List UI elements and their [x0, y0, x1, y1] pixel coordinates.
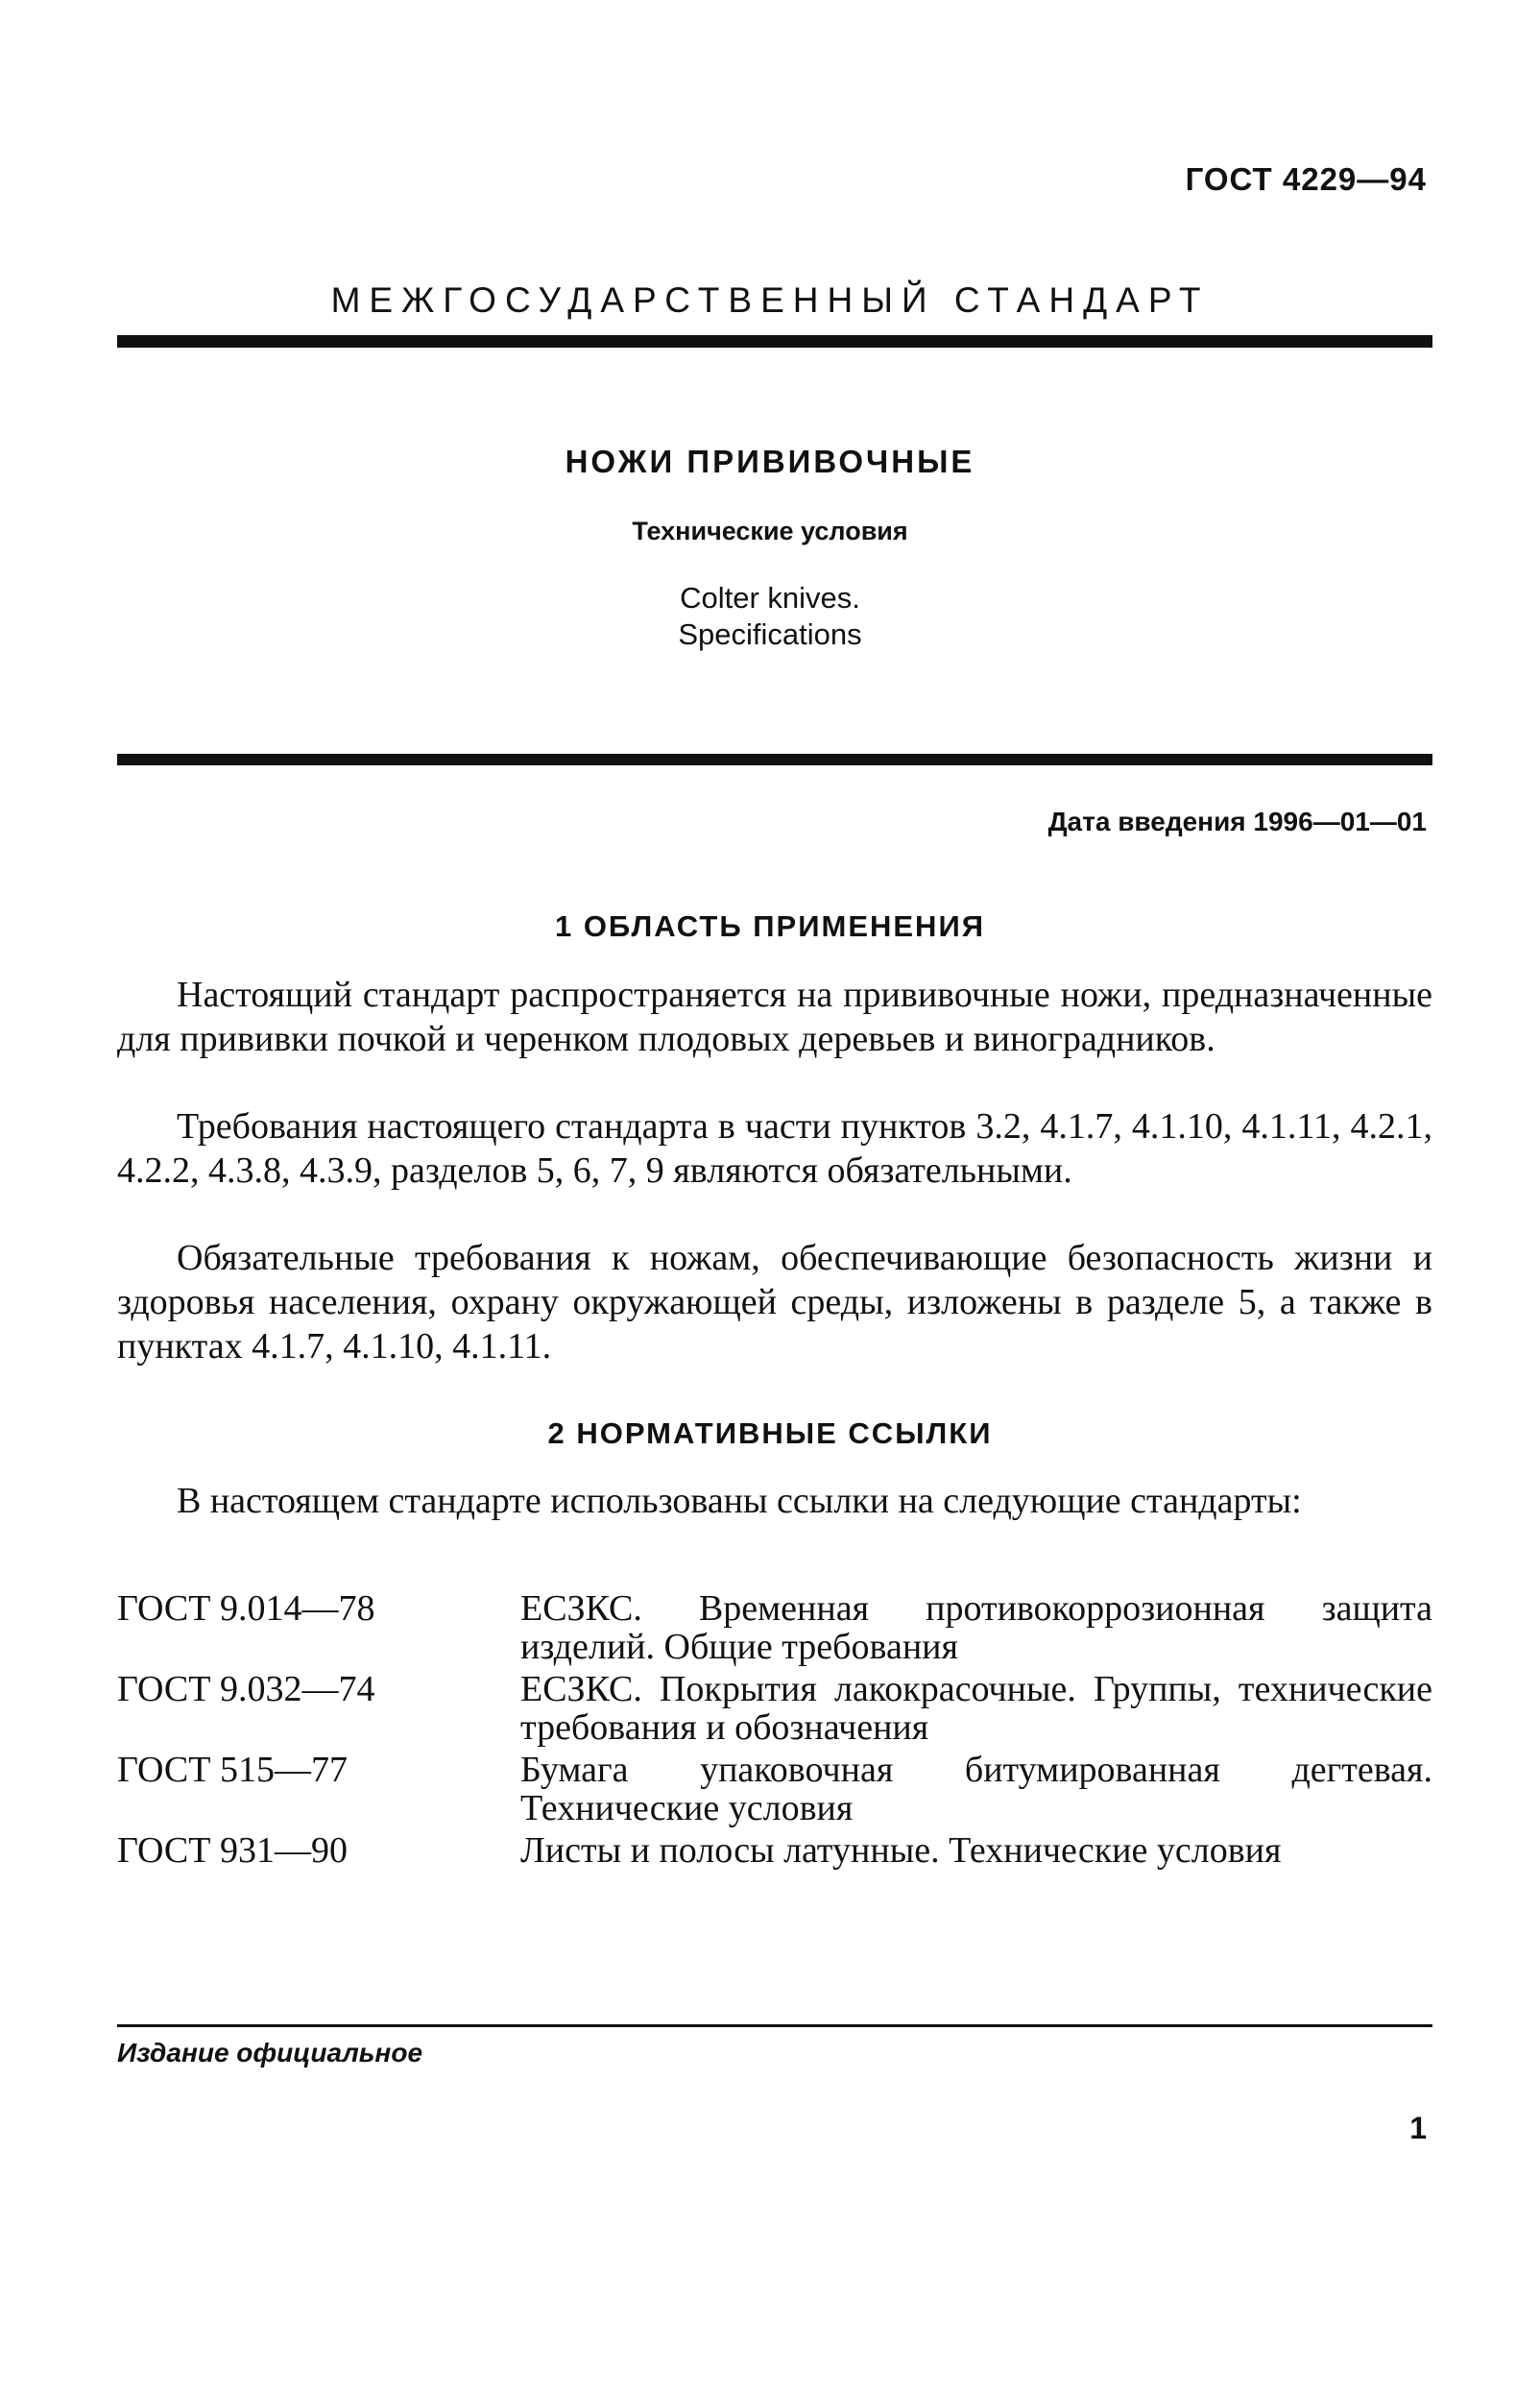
- document-subtitle: Технические условия: [632, 517, 908, 545]
- reference-code: ГОСТ 9.032—74: [117, 1669, 375, 1709]
- scope-paragraph-1: Настоящий стандарт распространяется на прививочные ножи, предназначенные для прививки почкой и черенком плодовых деревьев и виноградников.: [117, 975, 1432, 1059]
- english-title-line-2: Specifications: [678, 617, 862, 651]
- top-rule: [117, 335, 1432, 348]
- scope-paragraph-2: Требования настоящего стандарта в части пунктов 3.2, 4.1.7, 4.1.10, 4.1.11, 4.2.1, 4.2.2, 4.3.8, 4.3.9, разделов 5, 6, 7, 9 являются обязательными.: [117, 1106, 1432, 1191]
- standard-type: МЕЖГОСУДАРСТВЕННЫЙ СТАНДАРТ: [330, 280, 1210, 320]
- reference-code: ГОСТ 931—90: [117, 1830, 348, 1871]
- reference-row: [117, 1589, 1432, 1666]
- reference-row: [117, 1670, 1432, 1747]
- edition-note: Издание официальное: [117, 2038, 423, 2068]
- section-heading-scope: 1 ОБЛАСТЬ ПРИМЕНЕНИЯ: [554, 909, 986, 943]
- reference-row: [117, 1751, 1432, 1827]
- reference-description: ЕСЗКС. Покрытия лакокрасочные. Группы, технические требования и обозначения: [520, 1669, 1432, 1748]
- reference-description: Листы и полосы латунные. Технические условия: [520, 1830, 1282, 1871]
- references-intro: В настоящем стандарте использованы ссылки на следующие стандарты:: [177, 1481, 1302, 1521]
- reference-code: ГОСТ 9.014—78: [117, 1588, 375, 1629]
- document-title: НОЖИ ПРИВИВОЧНЫЕ: [565, 444, 975, 479]
- reference-code: ГОСТ 515—77: [117, 1750, 348, 1790]
- scope-paragraph-3: Обязательные требования к ножам, обеспечивающие безопасность жизни и здоровья населения, охрану окружающей среды, изложены в разделе 5, а также в пунктах 4.1.7, 4.1.10, 4.1.11.: [117, 1238, 1432, 1366]
- page-number: 1: [1409, 2111, 1427, 2145]
- reference-description: Бумага упаковочная битумированная дегтевая. Технические условия: [520, 1750, 1432, 1828]
- middle-rule: [117, 754, 1432, 765]
- section-heading-references: 2 НОРМАТИВНЫЕ ССЫЛКИ: [547, 1416, 993, 1450]
- document-number: ГОСТ 4229—94: [1185, 161, 1427, 197]
- english-title: [0, 580, 1540, 653]
- english-title-line-1: Colter knives.: [680, 581, 860, 615]
- reference-list: [117, 1589, 1432, 1874]
- reference-row: [117, 1831, 1432, 1870]
- introduction-date: Дата введения 1996—01—01: [1047, 807, 1427, 836]
- footer-rule: [117, 2024, 1432, 2027]
- reference-description: ЕСЗКС. Временная противокоррозионная защита изделий. Общие требования: [520, 1588, 1432, 1667]
